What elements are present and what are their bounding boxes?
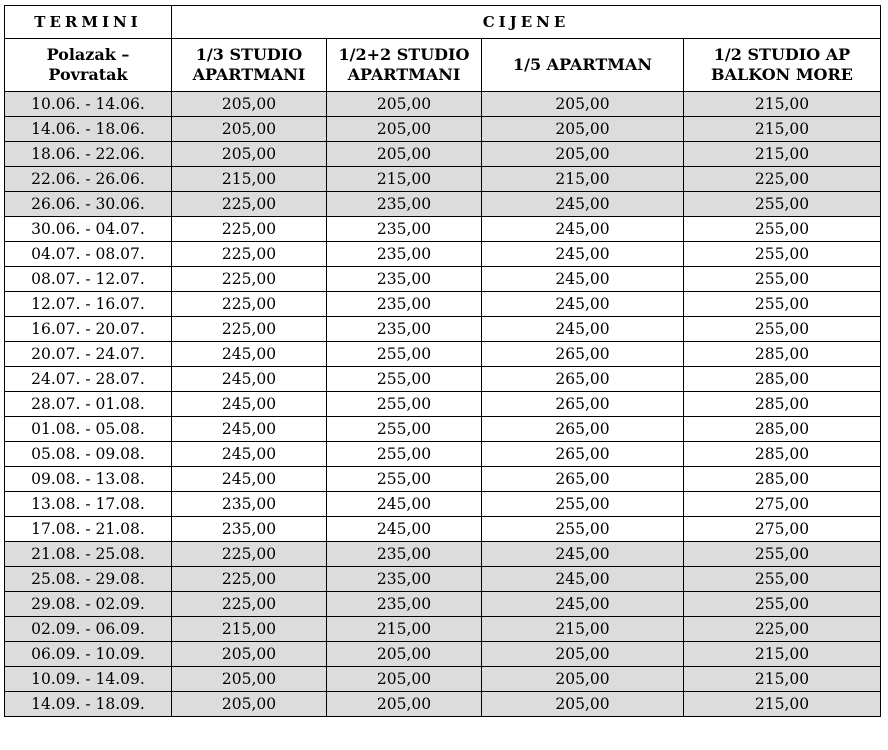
date-cell: 05.08. - 09.08. (5, 442, 172, 467)
termini-header: TERMINI (5, 6, 172, 39)
price-cell-studio-balkon-more: 215,00 (684, 92, 881, 117)
table-row (5, 117, 881, 142)
date-cell: 09.08. - 13.08. (5, 467, 172, 492)
column-header-studio-1-2-2: 1/2+2 STUDIO APARTMANI (327, 39, 482, 92)
price-cell-studio-1-3: 245,00 (172, 367, 327, 392)
table-row (5, 492, 881, 517)
price-cell-studio-1-2-2: 235,00 (327, 317, 482, 342)
price-cell-studio-1-3: 205,00 (172, 92, 327, 117)
price-cell-studio-balkon-more: 285,00 (684, 467, 881, 492)
price-cell-studio-balkon-more: 275,00 (684, 517, 881, 542)
price-cell-studio-1-2-2: 235,00 (327, 192, 482, 217)
column-header-studio-1-3: 1/3 STUDIO APARTMANI (172, 39, 327, 92)
table-row (5, 417, 881, 442)
price-cell-apartman-1-5: 265,00 (482, 342, 684, 367)
price-cell-studio-1-2-2: 205,00 (327, 142, 482, 167)
price-cell-apartman-1-5: 265,00 (482, 392, 684, 417)
price-cell-studio-1-3: 235,00 (172, 492, 327, 517)
price-cell-apartman-1-5: 245,00 (482, 542, 684, 567)
price-cell-studio-1-2-2: 235,00 (327, 267, 482, 292)
price-cell-studio-1-3: 245,00 (172, 417, 327, 442)
price-cell-studio-1-3: 215,00 (172, 167, 327, 192)
date-cell: 24.07. - 28.07. (5, 367, 172, 392)
price-cell-studio-1-3: 225,00 (172, 267, 327, 292)
price-cell-apartman-1-5: 245,00 (482, 192, 684, 217)
date-cell: 10.09. - 14.09. (5, 667, 172, 692)
price-cell-studio-balkon-more: 285,00 (684, 442, 881, 467)
table-row (5, 567, 881, 592)
table-row (5, 267, 881, 292)
price-cell-studio-balkon-more: 255,00 (684, 192, 881, 217)
date-cell: 06.09. - 10.09. (5, 642, 172, 667)
price-cell-studio-balkon-more: 285,00 (684, 342, 881, 367)
price-cell-studio-1-2-2: 215,00 (327, 167, 482, 192)
price-cell-apartman-1-5: 265,00 (482, 467, 684, 492)
date-cell: 01.08. - 05.08. (5, 417, 172, 442)
price-cell-studio-1-2-2: 255,00 (327, 442, 482, 467)
date-cell: 14.09. - 18.09. (5, 692, 172, 717)
date-cell: 17.08. - 21.08. (5, 517, 172, 542)
price-cell-apartman-1-5: 215,00 (482, 167, 684, 192)
table-row (5, 342, 881, 367)
price-cell-apartman-1-5: 205,00 (482, 117, 684, 142)
price-cell-studio-balkon-more: 215,00 (684, 142, 881, 167)
price-cell-studio-1-2-2: 205,00 (327, 92, 482, 117)
table-row (5, 667, 881, 692)
price-cell-studio-1-2-2: 235,00 (327, 542, 482, 567)
table-row (5, 142, 881, 167)
price-cell-apartman-1-5: 245,00 (482, 242, 684, 267)
table-row (5, 92, 881, 117)
price-cell-apartman-1-5: 205,00 (482, 667, 684, 692)
date-cell: 02.09. - 06.09. (5, 617, 172, 642)
column-header-studio-balkon-more: 1/2 STUDIO AP BALKON MORE (684, 39, 881, 92)
price-cell-apartman-1-5: 205,00 (482, 642, 684, 667)
price-cell-studio-balkon-more: 215,00 (684, 117, 881, 142)
table-row (5, 192, 881, 217)
date-cell: 13.08. - 17.08. (5, 492, 172, 517)
price-cell-studio-balkon-more: 285,00 (684, 367, 881, 392)
price-cell-studio-balkon-more: 225,00 (684, 167, 881, 192)
price-cell-apartman-1-5: 265,00 (482, 442, 684, 467)
price-cell-studio-1-2-2: 235,00 (327, 592, 482, 617)
price-cell-studio-1-2-2: 215,00 (327, 617, 482, 642)
table-row (5, 517, 881, 542)
table-row (5, 242, 881, 267)
price-cell-studio-1-3: 225,00 (172, 192, 327, 217)
price-cell-studio-1-2-2: 205,00 (327, 642, 482, 667)
date-cell: 18.06. - 22.06. (5, 142, 172, 167)
price-cell-apartman-1-5: 265,00 (482, 367, 684, 392)
price-cell-studio-1-3: 225,00 (172, 592, 327, 617)
price-cell-studio-balkon-more: 285,00 (684, 417, 881, 442)
price-cell-studio-1-2-2: 255,00 (327, 342, 482, 367)
table-row (5, 167, 881, 192)
price-cell-studio-1-2-2: 245,00 (327, 492, 482, 517)
price-cell-studio-1-3: 205,00 (172, 667, 327, 692)
price-cell-studio-1-2-2: 205,00 (327, 667, 482, 692)
price-cell-studio-1-2-2: 245,00 (327, 517, 482, 542)
price-cell-apartman-1-5: 205,00 (482, 142, 684, 167)
date-cell: 21.08. - 25.08. (5, 542, 172, 567)
price-cell-studio-1-2-2: 235,00 (327, 217, 482, 242)
price-cell-studio-1-3: 225,00 (172, 542, 327, 567)
price-cell-studio-1-2-2: 235,00 (327, 292, 482, 317)
table-row (5, 217, 881, 242)
price-cell-studio-balkon-more: 255,00 (684, 317, 881, 342)
price-cell-apartman-1-5: 265,00 (482, 417, 684, 442)
price-cell-studio-balkon-more: 255,00 (684, 592, 881, 617)
table-row (5, 542, 881, 567)
table-row (5, 367, 881, 392)
date-cell: 14.06. - 18.06. (5, 117, 172, 142)
price-cell-apartman-1-5: 255,00 (482, 492, 684, 517)
price-cell-studio-balkon-more: 255,00 (684, 217, 881, 242)
price-cell-apartman-1-5: 245,00 (482, 217, 684, 242)
price-cell-studio-1-2-2: 255,00 (327, 467, 482, 492)
price-cell-apartman-1-5: 215,00 (482, 617, 684, 642)
price-table (4, 5, 881, 717)
column-header-dates: Polazak – Povratak (5, 39, 172, 92)
date-cell: 20.07. - 24.07. (5, 342, 172, 367)
header-row-top (5, 6, 881, 39)
price-cell-studio-1-2-2: 255,00 (327, 417, 482, 442)
price-cell-apartman-1-5: 245,00 (482, 567, 684, 592)
header-row-columns (5, 39, 881, 92)
date-cell: 22.06. - 26.06. (5, 167, 172, 192)
price-cell-studio-1-3: 225,00 (172, 217, 327, 242)
price-cell-studio-1-3: 215,00 (172, 617, 327, 642)
table-row (5, 617, 881, 642)
price-cell-apartman-1-5: 255,00 (482, 517, 684, 542)
table-row (5, 292, 881, 317)
date-cell: 16.07. - 20.07. (5, 317, 172, 342)
price-cell-studio-balkon-more: 215,00 (684, 667, 881, 692)
date-cell: 04.07. - 08.07. (5, 242, 172, 267)
price-cell-studio-1-3: 225,00 (172, 242, 327, 267)
date-cell: 26.06. - 30.06. (5, 192, 172, 217)
date-cell: 25.08. - 29.08. (5, 567, 172, 592)
price-cell-studio-1-3: 205,00 (172, 142, 327, 167)
date-cell: 28.07. - 01.08. (5, 392, 172, 417)
price-cell-apartman-1-5: 245,00 (482, 317, 684, 342)
price-cell-apartman-1-5: 245,00 (482, 267, 684, 292)
price-cell-apartman-1-5: 205,00 (482, 92, 684, 117)
table-row (5, 467, 881, 492)
price-cell-studio-1-3: 205,00 (172, 117, 327, 142)
price-cell-apartman-1-5: 205,00 (482, 692, 684, 717)
price-cell-apartman-1-5: 245,00 (482, 592, 684, 617)
price-cell-studio-1-3: 245,00 (172, 442, 327, 467)
price-cell-studio-balkon-more: 225,00 (684, 617, 881, 642)
price-cell-studio-1-3: 205,00 (172, 642, 327, 667)
price-cell-studio-1-3: 235,00 (172, 517, 327, 542)
price-cell-studio-balkon-more: 255,00 (684, 567, 881, 592)
price-cell-studio-1-3: 245,00 (172, 467, 327, 492)
price-cell-studio-1-2-2: 235,00 (327, 242, 482, 267)
price-cell-studio-balkon-more: 255,00 (684, 242, 881, 267)
price-cell-studio-balkon-more: 215,00 (684, 692, 881, 717)
price-cell-studio-balkon-more: 215,00 (684, 642, 881, 667)
price-cell-studio-1-3: 225,00 (172, 317, 327, 342)
price-cell-studio-1-3: 225,00 (172, 292, 327, 317)
price-cell-studio-balkon-more: 255,00 (684, 267, 881, 292)
price-cell-studio-1-3: 225,00 (172, 567, 327, 592)
table-row (5, 692, 881, 717)
date-cell: 12.07. - 16.07. (5, 292, 172, 317)
price-cell-apartman-1-5: 245,00 (482, 292, 684, 317)
price-cell-studio-1-3: 245,00 (172, 392, 327, 417)
price-table-container (4, 5, 881, 717)
price-cell-studio-1-3: 245,00 (172, 342, 327, 367)
table-row (5, 392, 881, 417)
date-cell: 10.06. - 14.06. (5, 92, 172, 117)
price-cell-studio-1-2-2: 205,00 (327, 692, 482, 717)
date-cell: 29.08. - 02.09. (5, 592, 172, 617)
price-cell-studio-1-3: 205,00 (172, 692, 327, 717)
price-cell-studio-1-2-2: 255,00 (327, 392, 482, 417)
price-cell-studio-balkon-more: 255,00 (684, 542, 881, 567)
price-cell-studio-balkon-more: 255,00 (684, 292, 881, 317)
price-cell-studio-1-2-2: 205,00 (327, 117, 482, 142)
price-cell-studio-balkon-more: 285,00 (684, 392, 881, 417)
table-row (5, 642, 881, 667)
price-cell-studio-1-2-2: 235,00 (327, 567, 482, 592)
price-cell-studio-balkon-more: 275,00 (684, 492, 881, 517)
table-row (5, 592, 881, 617)
table-row (5, 442, 881, 467)
price-rows (5, 92, 881, 717)
date-cell: 30.06. - 04.07. (5, 217, 172, 242)
table-row (5, 317, 881, 342)
date-cell: 08.07. - 12.07. (5, 267, 172, 292)
column-header-apartman-1-5: 1/5 APARTMAN (482, 39, 684, 92)
price-cell-studio-1-2-2: 255,00 (327, 367, 482, 392)
cijene-header: CIJENE (172, 6, 881, 39)
